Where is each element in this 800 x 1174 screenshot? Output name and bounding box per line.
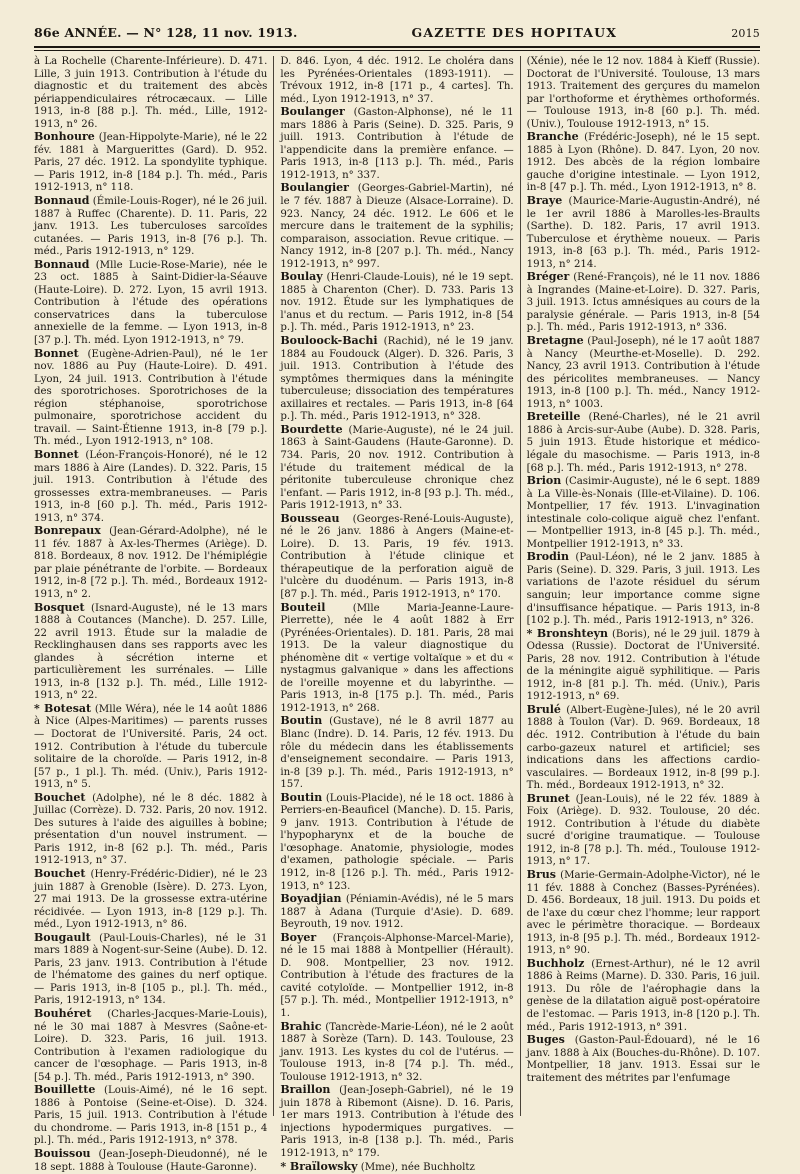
- author-name: Boutin: [280, 714, 323, 728]
- entry-text: (René-Charles), né le 21 avril 1886 à Arcis-sur-Aube (Aube). D. 328. Paris, 5 juin 1913. Étude historique et médico-légale du masochisme. — Paris 1913, in-8 [68 p.]. Th. méd., Paris 1912-1913, n° 278.: [526, 412, 760, 474]
- page-number: 2015: [731, 27, 760, 40]
- author-name: Bosquet: [34, 600, 85, 614]
- author-name: Brion: [526, 474, 562, 488]
- page-header: [34, 22, 760, 40]
- thesis-entry: [34, 602, 267, 703]
- thesis-entry: [280, 335, 513, 424]
- thesis-entry: [280, 56, 513, 106]
- thesis-entry: [527, 551, 760, 627]
- entry-text: (Paul-Louis-Charles), né le 31 mars 1889 à Nogent-sur-Seine (Aube). D. 12. Paris, 23 janv. 1913. Contribution à l'étude de l'hématome des gaines du nerf optique. — Paris 1913, in-8 [105 p., pl.]. Th. méd., Paris, 1912-1913, n° 134.: [34, 932, 268, 1007]
- entry-text: (Louis-Placide), né le 18 oct. 1886 à Perriers-en-Beauficel (Manche). D. 15. Paris, 9 janv. 1913. Contribution à l'étude de l'hypopharynx et de la bouche de l'œsophage. Anatomie, physiologie, modes d'examen, pathologie spéciale. — Paris 1912, in-8 [126 p.]. Th. méd., Paris 1912-1913, n° 123.: [280, 792, 514, 892]
- author-name: * Bronshteyn: [526, 626, 609, 640]
- entry-text: (Mme), née Buchholtz: [360, 1161, 475, 1173]
- thesis-entry: [34, 131, 267, 195]
- entry-text: (Isnard-Auguste), né le 13 mars 1888 à Coutances (Manche). D. 257. Lille, 22 avril 1913. Étude sur la maladie de Recklinghausen dans ses rapports avec les glandes à sécrétion interne et particulièrement les surrénales. — Lille 1913, in-8 [132 p.]. Th. méd., Lille 1912-1913, n° 22.: [34, 602, 268, 702]
- thesis-entry: [34, 1008, 267, 1084]
- entry-text: (Péniamin-Avédis), né le 5 mars 1887 à Adana (Turquie d'Asie). D. 689. Beyrouth, 19 nov. 1912.: [280, 894, 514, 931]
- entry-text: (Eugène-Adrien-Paul), né le 1er nov. 1886 au Puy (Haute-Loire). D. 491. Lyon, 24 juil. 1913. Contribution à l'étude des sporotrichoses. Sporotrichoses de la région stéphanoise, sporotrichose pulmonaire, sporotrichose accident du travail. — Saint-Étienne 1913, in-8 [79 p.]. Th. méd., Lyon 1912-1913, n° 108.: [34, 348, 268, 448]
- author-name: Bouillette: [34, 1083, 96, 1097]
- entry-text: (Albert-Eugène-Jules), né le 20 avril 1888 à Toulon (Var). D. 969. Bordeaux, 18 déc. 1912. Contribution à l'étude du bain carbo-gazeux naturel et artificiel; ses indications dans les affections cardio-vasculaires. — Bordeaux 1912, in-8 [99 p.]. Th. méd., Bordeaux 1912-1913, n° 32.: [526, 704, 760, 792]
- journal-title: GAZETTE DES HOPITAUX: [411, 25, 618, 40]
- author-name: Bretagne: [526, 334, 584, 348]
- author-name: Bonrepaux: [34, 524, 101, 538]
- text-columns: [34, 56, 760, 1173]
- author-name: Brunet: [526, 791, 570, 805]
- entry-text: (Mlle Maria-Jeanne-Laure-Pierrette), née le 4 août 1882 à Err (Pyrénées-Orientales). D. 181. Paris, 28 mai 1913. De la valeur diagnostique du phénomène dit « vertige voltaïque » et du « nystagmus galvanique » dans les affections de l'oreille moyenne et du labyrinthe. — Paris 1913, in-8 [175 p.]. Th. méd., Paris 1912-1913, n° 268.: [280, 602, 514, 714]
- author-name: Boulangier: [280, 181, 349, 195]
- entry-text: (Xénie), née le 12 nov. 1884 à Kieff (Russie). Doctorat de l'Université. Toulouse, 13 mars 1913. Traitement des gerçures du mamelon par l'orthoforme et érythèmes orthoformés. — Toulouse 1913, in-8 [60 p.]. Th. méd. (Univ.), Toulouse 1912-1913, n° 15.: [526, 56, 760, 130]
- thesis-entry: [280, 424, 513, 513]
- entry-text: (Paul-Léon), né le 2 janv. 1885 à Paris (Seine). D. 329. Paris, 3 juil. 1913. Les variations de l'azote résiduel du sérum sanguin; leur importance comme signe d'insuffisance hépatique. — Paris 1913, in-8 [102 p.]. Th. méd., Paris 1912-1913, n° 326.: [526, 552, 760, 627]
- author-name: Branche: [526, 130, 579, 144]
- author-name: Bonnaud: [34, 194, 90, 208]
- thesis-entry: [527, 628, 760, 704]
- column-3: [527, 56, 760, 1116]
- thesis-entry: [527, 704, 760, 793]
- entry-text: (Jean-Joseph-Gabriel), né le 19 juin 1878 à Ribemont (Aisne). D. 16. Paris, 1er mars 1913. Contribution à l'étude des injections hypodermiques purgatives. — Paris 1913, in-8 [138 p.]. Th. méd., Paris 1912-1913, n° 179.: [280, 1085, 514, 1160]
- thesis-entry: [527, 195, 760, 271]
- thesis-entry: [280, 602, 513, 716]
- entry-text: (Mlle Wéra), née le 14 août 1886 à Nice (Alpes-Maritimes) — parents russes — Doctorat de l'Université. Paris, 24 oct. 1912. Contribution à l'étude du tubercule solitaire de la choroïde. — Paris 1912, in-8 [57 p., 1 pl.]. Th. méd. (Univ.), Paris 1912-1913, n° 5.: [34, 703, 268, 791]
- thesis-entry: [280, 1021, 513, 1085]
- thesis-entry: [280, 792, 513, 893]
- column-divider: [520, 56, 521, 1116]
- author-name: Boyer: [280, 930, 317, 944]
- thesis-entry: [280, 1084, 513, 1160]
- entry-text: (Frédéric-Joseph), né le 15 sept. 1885 à Lyon (Rhône). D. 847. Lyon, 20 nov. 1912. Des abcès de la région lombaire gauche d'origine intestinale. — Lyon 1912, in-8 [47 p.]. Th. méd., Lyon 1912-1913, n° 8.: [526, 132, 760, 194]
- author-name: Brahic: [280, 1019, 322, 1033]
- entry-text: (Louis-Aimé), né le 16 sept. 1886 à Pontoise (Seine-et-Oise). D. 324. Paris, 15 juil. 1913. Contribution à l'étude du chondrome. — Paris 1913, in-8 [151 p., 4 pl.]. Th. méd., Paris 1912-1913, n° 378.: [34, 1085, 268, 1147]
- author-name: Breteille: [526, 410, 581, 424]
- entry-text: (Marie-Germain-Adolphe-Victor), né le 11 fév. 1888 à Conchez (Basses-Pyrénées). D. 456. Bordeaux, 18 juil. 1913. Du poids et de l'axe du cœur chez l'homme; leur rapport avec le périmètre thoracique. — Bordeaux 1913, in-8 [95 p.]. Th. méd., Bordeaux 1912-1913, n° 90.: [526, 870, 760, 957]
- author-name: * Braïlowsky: [280, 1159, 358, 1173]
- author-name: Bougault: [34, 930, 91, 944]
- author-name: Brulé: [526, 702, 561, 716]
- entry-text: (Maurice-Marie-Augustin-André), né le 1er avril 1886 à Marolles-les-Braults (Sarthe). D. 182. Paris, 17 avril 1913. Tuberculose et érythème noueux. — Paris 1913, in-8 [63 p.]. Th. méd., Paris 1912-1913, n° 214.: [526, 196, 760, 270]
- author-name: Braye: [526, 194, 563, 208]
- thesis-entry: [280, 182, 513, 271]
- entry-text: (Ernest-Arthur), né le 12 avril 1886 à Reims (Marne). D. 330. Paris, 16 juil. 1913. Du rôle de l'aérophagie dans la genèse de la dilatation aiguë post-opératoire de l'estomac. — Paris 1913, in-8 [120 p.]. Th. méd., Paris 1912-1913, n° 391.: [526, 958, 760, 1033]
- entry-text: (François-Alphonse-Marcel-Marie), né le 15 mai 1888 à Montpellier (Hérault). D. 908. Montpellier, 23 nov. 1912. Contribution à l'étude des fractures de la cavité cotyloïde. — Montpellier 1912, in-8 [57 p.]. Th. méd., Montpellier 1912-1913, n° 1.: [280, 932, 514, 1020]
- thesis-entry: [34, 703, 267, 792]
- author-name: Buchholz: [526, 956, 585, 970]
- entry-text: (Émile-Louis-Roger), né le 26 juil. 1887 à Ruffec (Charente). D. 11. Paris, 22 janv. 1913. Les tuberculoses sarcoïdes cutanées. — Paris 1913, in-8 [76 p.]. Th. méd., Paris 1912-1913, n° 129.: [34, 196, 268, 258]
- entry-text: (Rachid), né le 19 janv. 1884 au Foudouck (Alger). D. 326. Paris, 3 juil. 1913. Contribution à l'étude des symptômes thermiques dans la méningite tuberculeuse; dissociation des températures axillaires et rectales. — Paris 1913, in-8 [64 p.]. Th. méd., Paris 1912-1913, n° 328.: [280, 336, 514, 423]
- thesis-entry: [34, 56, 267, 131]
- author-name: Bouloock-Bachi: [280, 334, 378, 348]
- thesis-entry: [527, 56, 760, 131]
- entry-text: D. 846. Lyon, 4 déc. 1912. Le choléra dans les Pyrénées-Orientales (1893-1911). — Trévoux 1912, in-8 [171 p., 4 cartes]. Th. méd., Lyon 1912-1913, n° 37.: [280, 56, 514, 105]
- entry-text: (Henri-Claude-Louis), né le 19 sept. 1885 à Charenton (Cher). D. 733. Paris 13 nov. 1912. Étude sur les lymphatiques de l'anus et du rectum. — Paris 1912, in-8 [54 p.]. Th. méd., Paris 1912-1913, n° 23.: [280, 272, 514, 334]
- author-name: Bonnaud: [34, 257, 90, 271]
- author-name: Bouchet: [34, 790, 86, 804]
- entry-text: (Jean-Hippolyte-Marie), né le 22 fév. 1881 à Marguerittes (Gard). D. 952. Paris, 27 déc. 1912. La spondylite typhique. — Paris 1912, in-8 [184 p.]. Th. méd., Paris 1912-1913, n° 118.: [34, 132, 268, 194]
- thesis-entry: [34, 932, 267, 1008]
- column-divider: [273, 56, 274, 1116]
- thesis-entry: [280, 932, 513, 1021]
- entry-text: (Georges-Gabriel-Martin), né le 7 fév. 1887 à Dieuze (Alsace-Lorraine). D. 923. Nancy, 24 déc. 1912. Le 606 et le mercure dans le traitement de la syphilis; comparaison, association. Revue critique. — Nancy 1912, in-8 [207 p.]. Th. méd., Nancy 1912-1913, n° 997.: [280, 183, 514, 270]
- author-name: * Botesat: [34, 701, 92, 715]
- entry-text: (Mlle Lucie-Rose-Marie), née le 23 oct. 1885 à Saint-Didier-la-Séauve (Haute-Loire). D. 272. Lyon, 15 avril 1913. Contribution à l'étude des opérations conservatrices dans la tuberculose annexielle de la femme. — Lyon 1913, in-8 [37 p.]. Th. méd. Lyon 1912-1913, n° 79.: [34, 259, 268, 347]
- entry-text: (Tancrède-Marie-Léon), né le 2 août 1887 à Sorèze (Tarn). D. 143. Toulouse, 23 janv. 1913. Les kystes du col de l'utérus. — Toulouse 1913, in-8 [74 p.]. Th. méd., Toulouse 1912-1913, n° 32.: [280, 1021, 514, 1083]
- column-2: [280, 56, 514, 1173]
- thesis-entry: [527, 793, 760, 869]
- entry-text: (Gustave), né le 8 avril 1877 au Blanc (Indre). D. 14. Paris, 12 fév. 1913. Du rôle du médecin dans les établissements d'enseignement secondaire. — Paris 1913, in-8 [39 p.]. Th. méd., Paris 1912-1913, n° 157.: [280, 716, 514, 791]
- author-name: Bourdette: [280, 422, 343, 436]
- entry-text: (Jean-Louis), né le 22 fév. 1889 à Foix (Ariège). D. 932. Toulouse, 20 déc. 1912. Contribution à l'étude du diabète sucré d'origine traumatique. — Toulouse 1912, in-8 [78 p.]. Th. méd., Toulouse 1912-1913, n° 17.: [526, 793, 760, 868]
- thesis-entry: [527, 1034, 760, 1085]
- entry-text: (Paul-Joseph), né le 17 août 1887 à Nancy (Meurthe-et-Moselle). D. 292. Nancy, 23 avril 1913. Contribution à l'étude des péricolites membraneuses. — Nancy 1913, in-8 [100 p.]. Th. méd., Nancy 1912-1913, n° 1003.: [526, 336, 760, 410]
- header-rule: [34, 46, 760, 48]
- entry-text: (Charles-Jacques-Marie-Louis), né le 30 mai 1887 à Mesvres (Saône-et-Loire). D. 323. Paris, 16 juil. 1913. Contribution à l'examen radiologique du cancer de l'œsophage. — Paris 1913, in-8 [54 p.]. Th. méd., Paris 1912-1913, n° 390.: [34, 1009, 268, 1083]
- author-name: Bouhéret: [34, 1007, 92, 1021]
- entry-text: (Gaston-Alphonse), né le 11 mars 1886 à Paris (Seine). D. 325. Paris, 9 juill. 1913. Contribution à l'étude de l'appendicite dans la première enfance. — Paris 1913, in-8 [113 p.]. Th. méd., Paris 1912-1913, n° 337.: [280, 107, 514, 181]
- thesis-entry: [527, 335, 760, 411]
- author-name: Bouchet: [34, 867, 86, 880]
- thesis-entry: [527, 131, 760, 195]
- author-name: Brodin: [526, 550, 569, 564]
- entry-text: (Marie-Auguste), né le 24 juil. 1863 à Saint-Gaudens (Haute-Garonne). D. 734. Paris, 20 nov. 1912. Contribution à l'étude du traitement médical de la péritonite tuberculeuse chronique chez l'enfant. — Paris 1912, in-8 [93 p.]. Th. méd., Paris 1912-1913, n° 33.: [280, 424, 514, 512]
- entry-text: (Gaston-Paul-Édouard), né le 16 janv. 1888 à Aix (Bouches-du-Rhône). D. 107. Montpellier, 18 janv. 1913. Essai sur le traitement des métrites par l'enfumage: [526, 1035, 760, 1084]
- author-name: Boyadjian: [280, 892, 342, 906]
- entry-text: (Adolphe), né le 8 déc. 1882 à Juillac (Corrèze). D. 732. Paris, 20 nov. 1912. Des sutures à l'aide des aiguilles à bobine; présentation d'un nouvel instrument. — Paris 1912, in-8 [62 p.]. Th. méd., Paris 1912-1913, n° 37.: [34, 792, 268, 867]
- thesis-entry: [280, 513, 513, 602]
- thesis-entry: [280, 106, 513, 182]
- author-name: Buges: [526, 1033, 565, 1047]
- entry-text: (Henry-Frédéric-Didier), né le 23 juin 1887 à Grenoble (Isère). D. 273. Lyon, 27 mai 1913. De la grossesse extra-utérine récidivée. — Lyon 1913, in-8 [129 p.]. Th. méd., Lyon 1912-1913, n° 86.: [34, 869, 268, 931]
- thesis-entry: [280, 715, 513, 791]
- entry-text: (Léon-François-Honoré), né le 12 mars 1886 à Aire (Landes). D. 322. Paris, 15 juil. 1913. Contribution à l'étude des grossesses extra-membraneuses. — Paris 1913, in-8 [60 p.]. Th. méd., Paris 1912-1913, n° 374.: [34, 449, 268, 524]
- thesis-entry: [34, 868, 267, 932]
- thesis-entry: [34, 1084, 267, 1148]
- thesis-entry: [34, 792, 267, 868]
- author-name: Bouissou: [34, 1147, 91, 1161]
- thesis-entry: [34, 1148, 267, 1174]
- column-1: [34, 56, 268, 1173]
- thesis-entry: [34, 449, 267, 525]
- author-name: Bonnet: [34, 346, 79, 360]
- thesis-entry: [34, 259, 267, 348]
- thesis-entry: [280, 1161, 513, 1174]
- author-name: Bousseau: [280, 511, 340, 525]
- author-name: Boulanger: [280, 105, 345, 119]
- author-name: Bréger: [526, 270, 570, 284]
- thesis-entry: [527, 869, 760, 958]
- author-name: Bonnet: [34, 447, 79, 461]
- entry-text: à La Rochelle (Charente-Inférieure). D. 471. Lille, 3 juin 1913. Contribution à l'étude du diagnostic et du traitement des abcès périappendiculaires rétrocæcaux. — Lille 1913, in-8 [88 p.]. Th. méd., Lille, 1912-1913, n° 26.: [34, 56, 268, 130]
- thesis-entry: [527, 411, 760, 475]
- thesis-entry: [34, 348, 267, 449]
- thesis-entry: [34, 195, 267, 259]
- entry-text: (René-François), né le 11 nov. 1886 à Ingrandes (Maine-et-Loire). D. 327. Paris, 3 juil. 1913. Ictus amnésiques au cours de la paralysie générale. — Paris 1913, in-8 [54 p.]. Th. méd., Paris 1912-1913, n° 336.: [526, 272, 760, 334]
- author-name: Brus: [526, 868, 556, 881]
- thesis-entry: [280, 271, 513, 335]
- entry-text: (Georges-René-Louis-Auguste), né le 26 janv. 1886 à Angers (Maine-et-Loire). D. 13. Paris, 19 fév. 1913. Contribution à l'étude clinique et thérapeutique de la perforation aiguë de l'ulcère du duodénum. — Paris 1913, in-8 [87 p.]. Th. méd., Paris 1912-1913, n° 170.: [280, 513, 514, 600]
- author-name: Bonhoure: [34, 130, 95, 144]
- entry-text: (Boris), né le 29 juil. 1879 à Odessa (Russie). Doctorat de l'Université. Paris, 28 nov. 1912. Contribution à l'étude de la méningite aiguë syphilitique. — Paris 1912, in-8 [81 p.]. Th. méd. (Univ.), Paris 1912-1913, n° 69.: [526, 628, 760, 703]
- entry-text: (Casimir-Auguste), né le 6 sept. 1889 à La Ville-ès-Nonais (Ille-et-Vilaine). D. 106. Montpellier, 17 fév. 1913. L'invagination intestinale colo-colique aiguë chez l'enfant. — Montpellier 1913, in-8 [45 p.]. Th. méd., Montpellier 1912-1913, n° 33.: [526, 476, 760, 550]
- entry-text: (Jean-Gérard-Adolphe), né le 11 fév. 1887 à Ax-les-Thermes (Ariège). D. 818. Bordeaux, 8 nov. 1912. De l'hémiplégie par plaie pénétrante de l'orbite. — Bordeaux 1912, in-8 [72 p.]. Th. méd., Bordeaux 1912-1913, n° 2.: [34, 526, 268, 600]
- author-name: Boulay: [280, 270, 323, 284]
- thesis-entry: [527, 271, 760, 335]
- issue-line: 86e ANNÉE. — N° 128, 11 nov. 1913.: [34, 25, 298, 40]
- author-name: Bouteil: [280, 600, 326, 614]
- thesis-entry: [280, 893, 513, 932]
- entry-text: (Jean-Joseph-Dieudonné), né le 18 sept. 1888 à Toulouse (Haute-Garonne).: [34, 1149, 268, 1173]
- thesis-entry: [34, 525, 267, 601]
- thesis-entry: [527, 475, 760, 551]
- header-rule-thin: [34, 50, 760, 51]
- thesis-entry: [527, 958, 760, 1034]
- author-name: Braillon: [280, 1083, 331, 1097]
- author-name: Boutin: [280, 790, 323, 804]
